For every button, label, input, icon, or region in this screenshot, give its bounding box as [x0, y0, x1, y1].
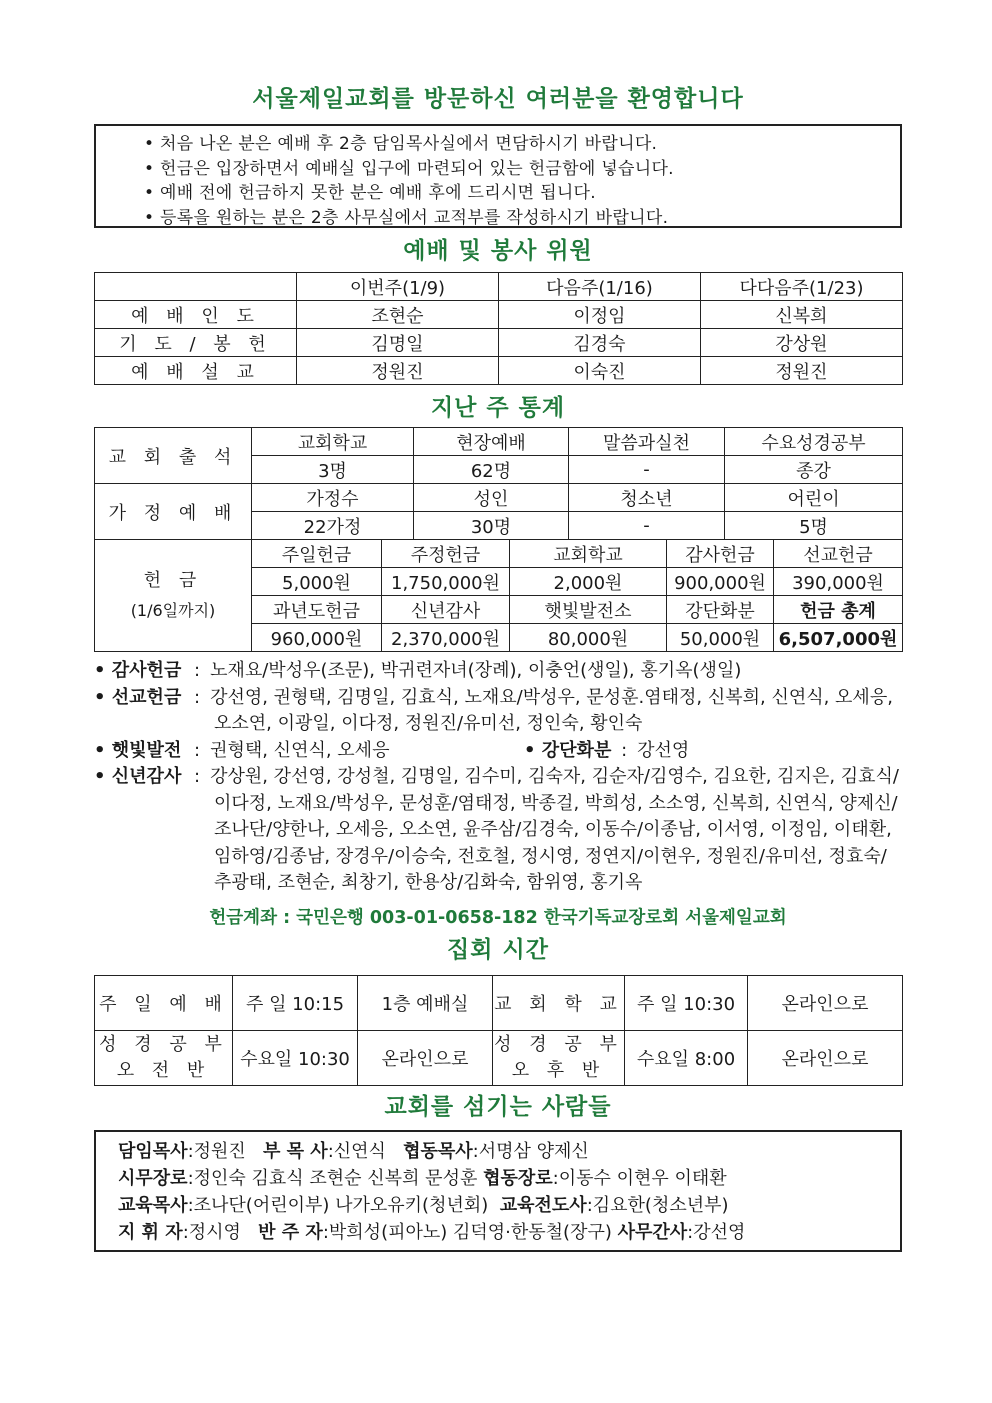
note-key: • 감사헌금	[94, 658, 194, 685]
column-header: 과년도헌금	[252, 596, 382, 624]
column-header: 가정수	[252, 484, 414, 512]
table-cell	[493, 1030, 625, 1085]
column-header: 선교헌금	[774, 540, 903, 568]
note-key: • 선교헌금	[94, 685, 194, 738]
column-header: 말씀과실천	[569, 428, 725, 456]
staff-role: 부 목 사	[262, 1140, 328, 1162]
table-row	[95, 329, 903, 357]
column-header: 주정헌금	[382, 540, 510, 568]
staff-role: 교육전도사	[499, 1194, 587, 1216]
cell-line: 오 후 반	[511, 1059, 606, 1081]
table-cell: 80,000원	[510, 624, 667, 652]
note-text: 강상원, 강선영, 강성철, 김명일, 김수미, 김숙자, 김순자/김영수, 김요한, 김지은, 김효식/이다정, 노재요/박성우, 문성훈/염태정, 박종걸, 박희성, 소소영, 신복희, 신연식, 양제신/조나단/양한나, 오세응, 오소연, 윤주삼/김경숙, 이동수/이종남, 이서영, 이정임, 이태환, 임하영/김종남, 장경우/이승숙, 전호철, 정시영, 정연지/이현우, 정원진/유미선, 정효숙/추광태, 조현순, 최창기, 한용상/김화숙, 함위영, 홍기옥	[210, 766, 899, 893]
column-header: 강단화분	[667, 596, 774, 624]
staff-names: 정인숙 김효식 조현순 신복희 문성훈	[193, 1167, 478, 1189]
note-value: : 권형택, 신연식, 오세응 • 강단화분 : 강선영	[194, 739, 690, 761]
table-cell: 교 회 학 교	[493, 975, 625, 1030]
note-row	[94, 685, 902, 738]
column-header: 신년감사	[382, 596, 510, 624]
row-label: 예 배 인 도	[95, 301, 297, 329]
table-cell: 조현순	[297, 301, 499, 329]
table-cell: -	[569, 512, 725, 540]
column-header: 다다음주(1/23)	[701, 273, 903, 301]
table-cell: 신복희	[701, 301, 903, 329]
row-label: 교 회 출 석	[95, 428, 252, 484]
table-cell: 1층 예배실	[358, 975, 493, 1030]
column-header: 교회학교	[510, 540, 667, 568]
table-row	[95, 1030, 903, 1085]
table-cell: 강상원	[701, 329, 903, 357]
table-cell: 62명	[414, 456, 569, 484]
staff-role: 협동목사	[403, 1140, 473, 1162]
table-cell	[95, 273, 297, 301]
staff-role: 사무간사	[617, 1221, 688, 1243]
roles-title: 예배 및 봉사 위원	[403, 238, 593, 264]
table-cell: 주 일 10:15	[233, 975, 358, 1030]
bank-account: 헌금계좌 : 국민은행 003-01-0658-182 한국기독교장로회 서울제일교회	[209, 907, 787, 928]
table-cell: 정원진	[297, 357, 499, 385]
column-header: 현장예배	[414, 428, 569, 456]
staff-role: 교육목사	[118, 1194, 188, 1216]
welcome-bullet: • 예배 전에 헌금하지 못한 분은 예배 후에 드리시면 됩니다.	[144, 181, 900, 206]
note-key: • 신년감사	[94, 764, 194, 897]
table-cell: 390,000원	[774, 568, 903, 596]
staff-line: 담임목사:정원진 부 목 사:신연식 협동목사:서명삼 양제신	[118, 1140, 589, 1162]
table-cell: 주 일 예 배	[95, 975, 233, 1030]
table-cell: 정원진	[701, 357, 903, 385]
stats-title: 지난 주 통계	[430, 395, 566, 421]
cell-line: 성 경 공 부	[99, 1033, 228, 1055]
offering-notes	[94, 658, 902, 897]
welcome-title: 서울제일교회를 방문하신 여러분을 환영합니다	[252, 86, 744, 112]
staff-names: 이동수 이현우 이태환	[558, 1167, 727, 1189]
staff-line: 교육목사:조나단(어린이부) 나가오유키(청년회) 교육전도사:김요한(청소년부)	[118, 1194, 729, 1216]
column-header: 성인	[414, 484, 569, 512]
column-header: 어린이	[725, 484, 903, 512]
staff-names: 김요한(청소년부)	[592, 1194, 729, 1216]
note-text: 권형택, 신연식, 오세응	[210, 739, 390, 761]
table-cell: 주 일 10:30	[625, 975, 748, 1030]
roles-table	[94, 272, 903, 385]
table-cell: 1,750,000원	[382, 568, 510, 596]
staff-role: 협동장로	[483, 1167, 553, 1189]
cell-line: 오 전 반	[116, 1059, 211, 1081]
column-header: 감사헌금	[667, 540, 774, 568]
column-header: 청소년	[569, 484, 725, 512]
note-key: 강단화분	[541, 739, 612, 761]
table-cell: 900,000원	[667, 568, 774, 596]
welcome-bullet: • 등록을 원하는 분은 2층 사무실에서 교적부를 작성하시기 바랍니다.	[144, 206, 900, 231]
welcome-box	[94, 124, 902, 228]
table-cell: 이숙진	[499, 357, 701, 385]
welcome-bullet: • 헌금은 입장하면서 예배실 입구에 마련되어 있는 헌금함에 넣습니다.	[144, 157, 900, 182]
staff-names: 강선영	[693, 1221, 746, 1243]
row-label: 가 정 예 배	[95, 484, 252, 540]
table-cell	[95, 1030, 233, 1085]
meetings-title: 집회 시간	[447, 936, 549, 963]
offering-total: 6,507,000원	[774, 624, 903, 652]
row-label: 예 배 설 교	[95, 357, 297, 385]
meetings-table	[94, 975, 903, 1086]
table-cell: 5명	[725, 512, 903, 540]
table-cell: 온라인으로	[748, 975, 903, 1030]
staff-line: 지 휘 자:정시영 반 주 자:박희성(피아노) 김덕영·한동철(장구) 사무간사:강선영	[118, 1221, 746, 1243]
table-row	[95, 540, 903, 568]
note-row	[94, 738, 902, 765]
staff-role: 지 휘 자	[118, 1221, 183, 1243]
column-header: 수요성경공부	[725, 428, 903, 456]
staff-line: 시무장로:정인숙 김효식 조현순 신복희 문성훈 협동장로:이동수 이현우 이태환	[118, 1167, 727, 1189]
table-cell: 2,370,000원	[382, 624, 510, 652]
stats-table	[94, 427, 903, 652]
table-cell: 김명일	[297, 329, 499, 357]
table-cell: 3명	[252, 456, 414, 484]
staff-names: 박희성(피아노) 김덕영·한동철(장구)	[328, 1221, 612, 1243]
row-label: 기 도 / 봉 헌	[95, 329, 297, 357]
staff-names: 정원진	[193, 1140, 246, 1162]
note-value: : 노재요/박성우(조문), 박귀련자녀(장례), 이충언(생일), 홍기옥(생일)	[194, 660, 742, 681]
table-cell: 2,000원	[510, 568, 667, 596]
offering-label-cell	[95, 540, 252, 652]
table-row	[95, 357, 903, 385]
table-row	[95, 484, 903, 512]
table-cell: 김경숙	[499, 329, 701, 357]
note-key: • 햇빛발전	[94, 738, 194, 765]
note-row	[94, 658, 902, 685]
staff-names: 신연식	[333, 1140, 386, 1162]
note-text: 노재요/박성우(조문), 박귀련자녀(장례), 이충언(생일), 홍기옥(생일)	[210, 660, 742, 681]
staff-role: 담임목사	[118, 1140, 188, 1162]
table-cell: 22가정	[252, 512, 414, 540]
staff-names: 조나단(어린이부) 나가오유키(청년회)	[193, 1194, 489, 1216]
table-cell: 960,000원	[252, 624, 382, 652]
note-value: : 강상원, 강선영, 강성철, 김명일, 김수미, 김숙자, 김순자/김영수, 김요한, 김지은, 김효식/이다정, 노재요/박성우, 문성훈/염태정, 박종걸, 박희성, 소소영, 신복희, 신연식, 양제신/조나단/양한나, 오세응, 오소연, 윤주삼/김경숙, 이동수/이종남, 이서영, 이정임, 이태환, 임하영/김종남, 장경우/이승숙, 전호철, 정시영, 정연지/이현우, 정원진/유미선, 정효숙/추광태, 조현순, 최창기, 한용상/김화숙, 함위영, 홍기옥	[194, 766, 899, 893]
column-header: 다음주(1/16)	[499, 273, 701, 301]
bulletin-page	[94, 84, 902, 1252]
table-cell: 50,000원	[667, 624, 774, 652]
table-cell: 온라인으로	[748, 1030, 903, 1085]
offering-sublabel: (1/6일까지)	[130, 600, 216, 620]
welcome-bullet: • 처음 나온 분은 예배 후 2층 담임목사실에서 면담하시기 바랍니다.	[144, 132, 900, 157]
note-text: 강선영, 권형택, 김명일, 김효식, 노재요/박성우, 문성훈.염태정, 신복희, 신연식, 오세응, 오소연, 이광일, 이다정, 정원진/유미선, 정인숙, 황인숙	[210, 686, 893, 734]
table-row	[95, 975, 903, 1030]
table-cell: 이정임	[499, 301, 701, 329]
offering-label: 헌 금	[143, 569, 203, 591]
column-header: 교회학교	[252, 428, 414, 456]
note-text: 강선영	[637, 739, 690, 761]
table-cell: 온라인으로	[358, 1030, 493, 1085]
staff-role: 시무장로	[118, 1167, 188, 1189]
table-row	[95, 428, 903, 456]
table-cell: 수요일 10:30	[233, 1030, 358, 1085]
note-row	[94, 764, 902, 897]
staff-title: 교회를 섬기는 사람들	[384, 1093, 612, 1120]
table-row	[95, 273, 903, 301]
note-value: : 강선영, 권형택, 김명일, 김효식, 노재요/박성우, 문성훈.염태정, 신복희, 신연식, 오세응, 오소연, 이광일, 이다정, 정원진/유미선, 정인숙, 황인숙	[194, 686, 893, 734]
table-cell: 수요일 8:00	[625, 1030, 748, 1085]
staff-names: 정시영	[188, 1221, 241, 1243]
staff-box	[94, 1130, 902, 1252]
column-header: 헌금 총계	[774, 596, 903, 624]
table-cell: 5,000원	[252, 568, 382, 596]
table-cell: -	[569, 456, 725, 484]
table-row	[95, 301, 903, 329]
staff-names: 서명삼 양제신	[478, 1140, 589, 1162]
cell-line: 성 경 공 부	[494, 1033, 623, 1055]
column-header: 이번주(1/9)	[297, 273, 499, 301]
column-header: 햇빛발전소	[510, 596, 667, 624]
column-header: 주일헌금	[252, 540, 382, 568]
table-cell: 30명	[414, 512, 569, 540]
table-cell: 종강	[725, 456, 903, 484]
staff-role: 반 주 자	[258, 1221, 323, 1243]
